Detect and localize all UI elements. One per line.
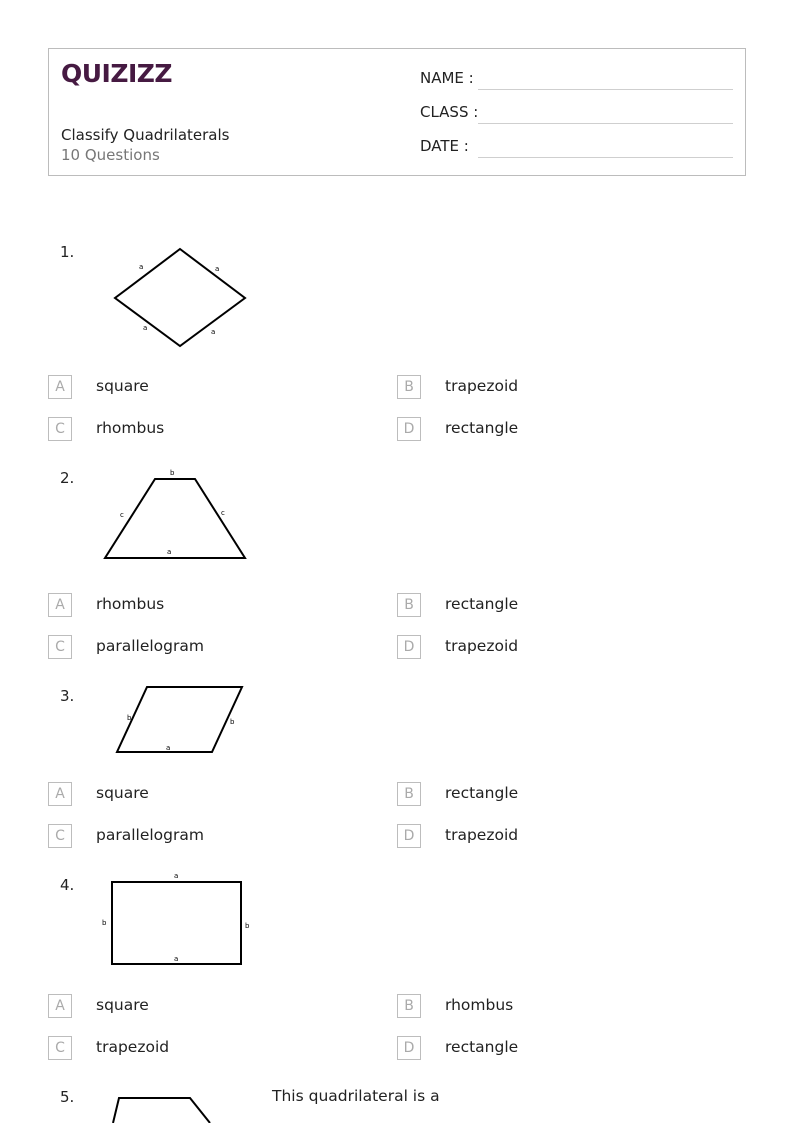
partial-shape — [113, 1098, 210, 1123]
option-letter: B — [397, 994, 421, 1018]
option-letter: C — [48, 824, 72, 848]
option-letter: D — [397, 635, 421, 659]
question-3-parallelogram-figure — [112, 682, 248, 758]
worksheet-title: Classify Quadrilaterals — [61, 126, 230, 144]
side-label: b — [245, 922, 250, 930]
worksheet-header — [48, 48, 746, 176]
option-letter: C — [48, 1036, 72, 1060]
side-label: b — [170, 469, 175, 477]
question-1-rhombus-figure — [110, 245, 250, 351]
date-field[interactable] — [478, 157, 733, 158]
side-label: c — [221, 509, 225, 517]
option-text: trapezoid — [445, 826, 519, 844]
class-field[interactable] — [478, 123, 733, 124]
option-text: rectangle — [445, 784, 519, 802]
question-5-number: 5. — [60, 1088, 75, 1106]
question-1-number: 1. — [60, 243, 75, 261]
option-text: trapezoid — [445, 637, 519, 655]
option-text: rhombus — [96, 595, 165, 613]
side-label: a — [167, 548, 172, 556]
question-5-prompt: This quadrilateral is a — [272, 1087, 440, 1105]
quizizz-logo: QUIZIZZ — [61, 59, 173, 88]
question-count: 10 Questions — [61, 146, 160, 164]
side-label: a — [215, 265, 220, 273]
option-text: square — [96, 784, 149, 802]
option-letter: C — [48, 635, 72, 659]
question-5-figure — [108, 1092, 218, 1123]
question-2-trapezoid-figure — [100, 465, 250, 563]
option-text: trapezoid — [96, 1038, 170, 1056]
option-text: square — [96, 377, 149, 395]
option-text: parallelogram — [96, 826, 204, 844]
option-letter: C — [48, 417, 72, 441]
option-letter: B — [397, 782, 421, 806]
side-label: a — [139, 263, 144, 271]
side-label: c — [120, 511, 124, 519]
question-4-number: 4. — [60, 876, 75, 894]
parallelogram-shape — [117, 687, 242, 752]
option-letter: A — [48, 994, 72, 1018]
option-letter: D — [397, 417, 421, 441]
option-text: trapezoid — [445, 377, 519, 395]
option-text: rectangle — [445, 595, 519, 613]
option-text: rectangle — [445, 419, 519, 437]
side-label: a — [211, 328, 216, 336]
date-label: DATE : — [420, 137, 469, 155]
rectangle-shape — [112, 882, 241, 964]
option-text: square — [96, 996, 149, 1014]
side-label: a — [174, 872, 179, 880]
option-letter: A — [48, 782, 72, 806]
name-label: NAME : — [420, 69, 474, 87]
question-2-number: 2. — [60, 469, 75, 487]
rhombus-shape — [115, 249, 245, 346]
side-label: b — [127, 714, 132, 722]
question-3-number: 3. — [60, 687, 75, 705]
side-label: a — [143, 324, 148, 332]
side-label: b — [102, 919, 107, 927]
question-4-rectangle-figure — [98, 868, 254, 970]
option-letter: A — [48, 375, 72, 399]
side-label: a — [166, 744, 171, 752]
side-label: b — [230, 718, 235, 726]
option-letter: B — [397, 375, 421, 399]
option-text: parallelogram — [96, 637, 204, 655]
class-label: CLASS : — [420, 103, 479, 121]
option-text: rhombus — [96, 419, 165, 437]
option-letter: D — [397, 824, 421, 848]
option-letter: A — [48, 593, 72, 617]
trapezoid-shape — [105, 479, 245, 558]
option-text: rhombus — [445, 996, 514, 1014]
side-label: a — [174, 955, 179, 963]
option-letter: D — [397, 1036, 421, 1060]
option-text: rectangle — [445, 1038, 519, 1056]
name-field[interactable] — [478, 89, 733, 90]
option-letter: B — [397, 593, 421, 617]
